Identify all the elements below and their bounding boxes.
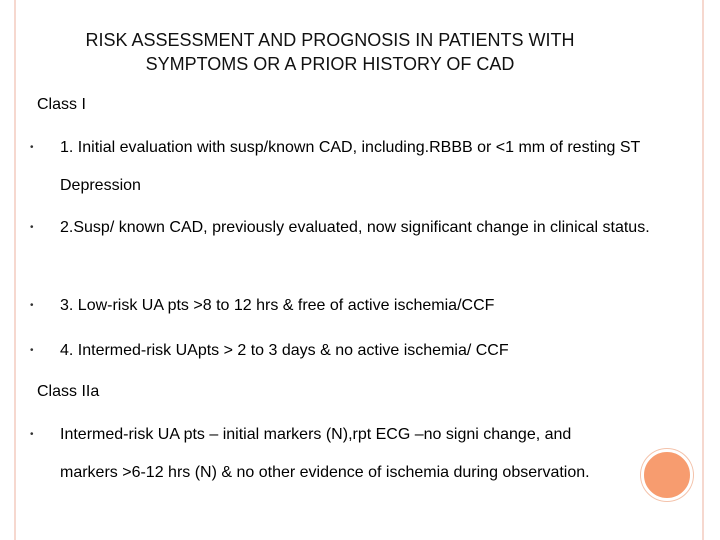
title-line-2: SYMPTOMS OR A PRIOR HISTORY OF CAD	[145, 54, 515, 74]
class-2a-item-1	[30, 416, 620, 492]
class-1-item-1-text: 1. Initial evaluation with susp/known CAD, including.RBBB or <1 mm of resting ST Depression	[60, 139, 640, 194]
decorative-circle	[641, 449, 693, 501]
bullet-icon: •	[30, 300, 34, 311]
class-1-item-3	[30, 287, 650, 325]
bullet-icon: •	[30, 429, 34, 440]
slide-title	[30, 28, 630, 76]
bullet-icon: •	[30, 345, 34, 356]
class-1-item-4-text: 4. Intermed-risk UApts > 2 to 3 days & no active ischemia/ CCF	[60, 342, 509, 359]
class-1-item-3-text: 3. Low-risk UA pts >8 to 12 hrs & free of active ischemia/CCF	[60, 297, 495, 314]
bullet-icon: •	[30, 222, 34, 233]
class-1-item-2	[30, 209, 650, 247]
bullet-icon: •	[30, 142, 34, 153]
class-2a-item-1-text: Intermed-risk UA pts – initial markers (N),rpt ECG –no signi change, and markers >6-12 hrs (N) & no other evidence of ischemia during observation.	[60, 426, 590, 481]
class-1-item-1	[30, 129, 650, 205]
class-2a-heading: Class IIa	[37, 383, 100, 400]
class-1-item-2-text: 2.Susp/ known CAD, previously evaluated, now significant change in clinical status.	[60, 219, 650, 236]
title-line-1: RISK ASSESSMENT AND PROGNOSIS IN PATIENTS WITH	[85, 30, 575, 50]
class-1-heading: Class I	[37, 96, 86, 113]
class-1-item-4	[30, 332, 650, 370]
